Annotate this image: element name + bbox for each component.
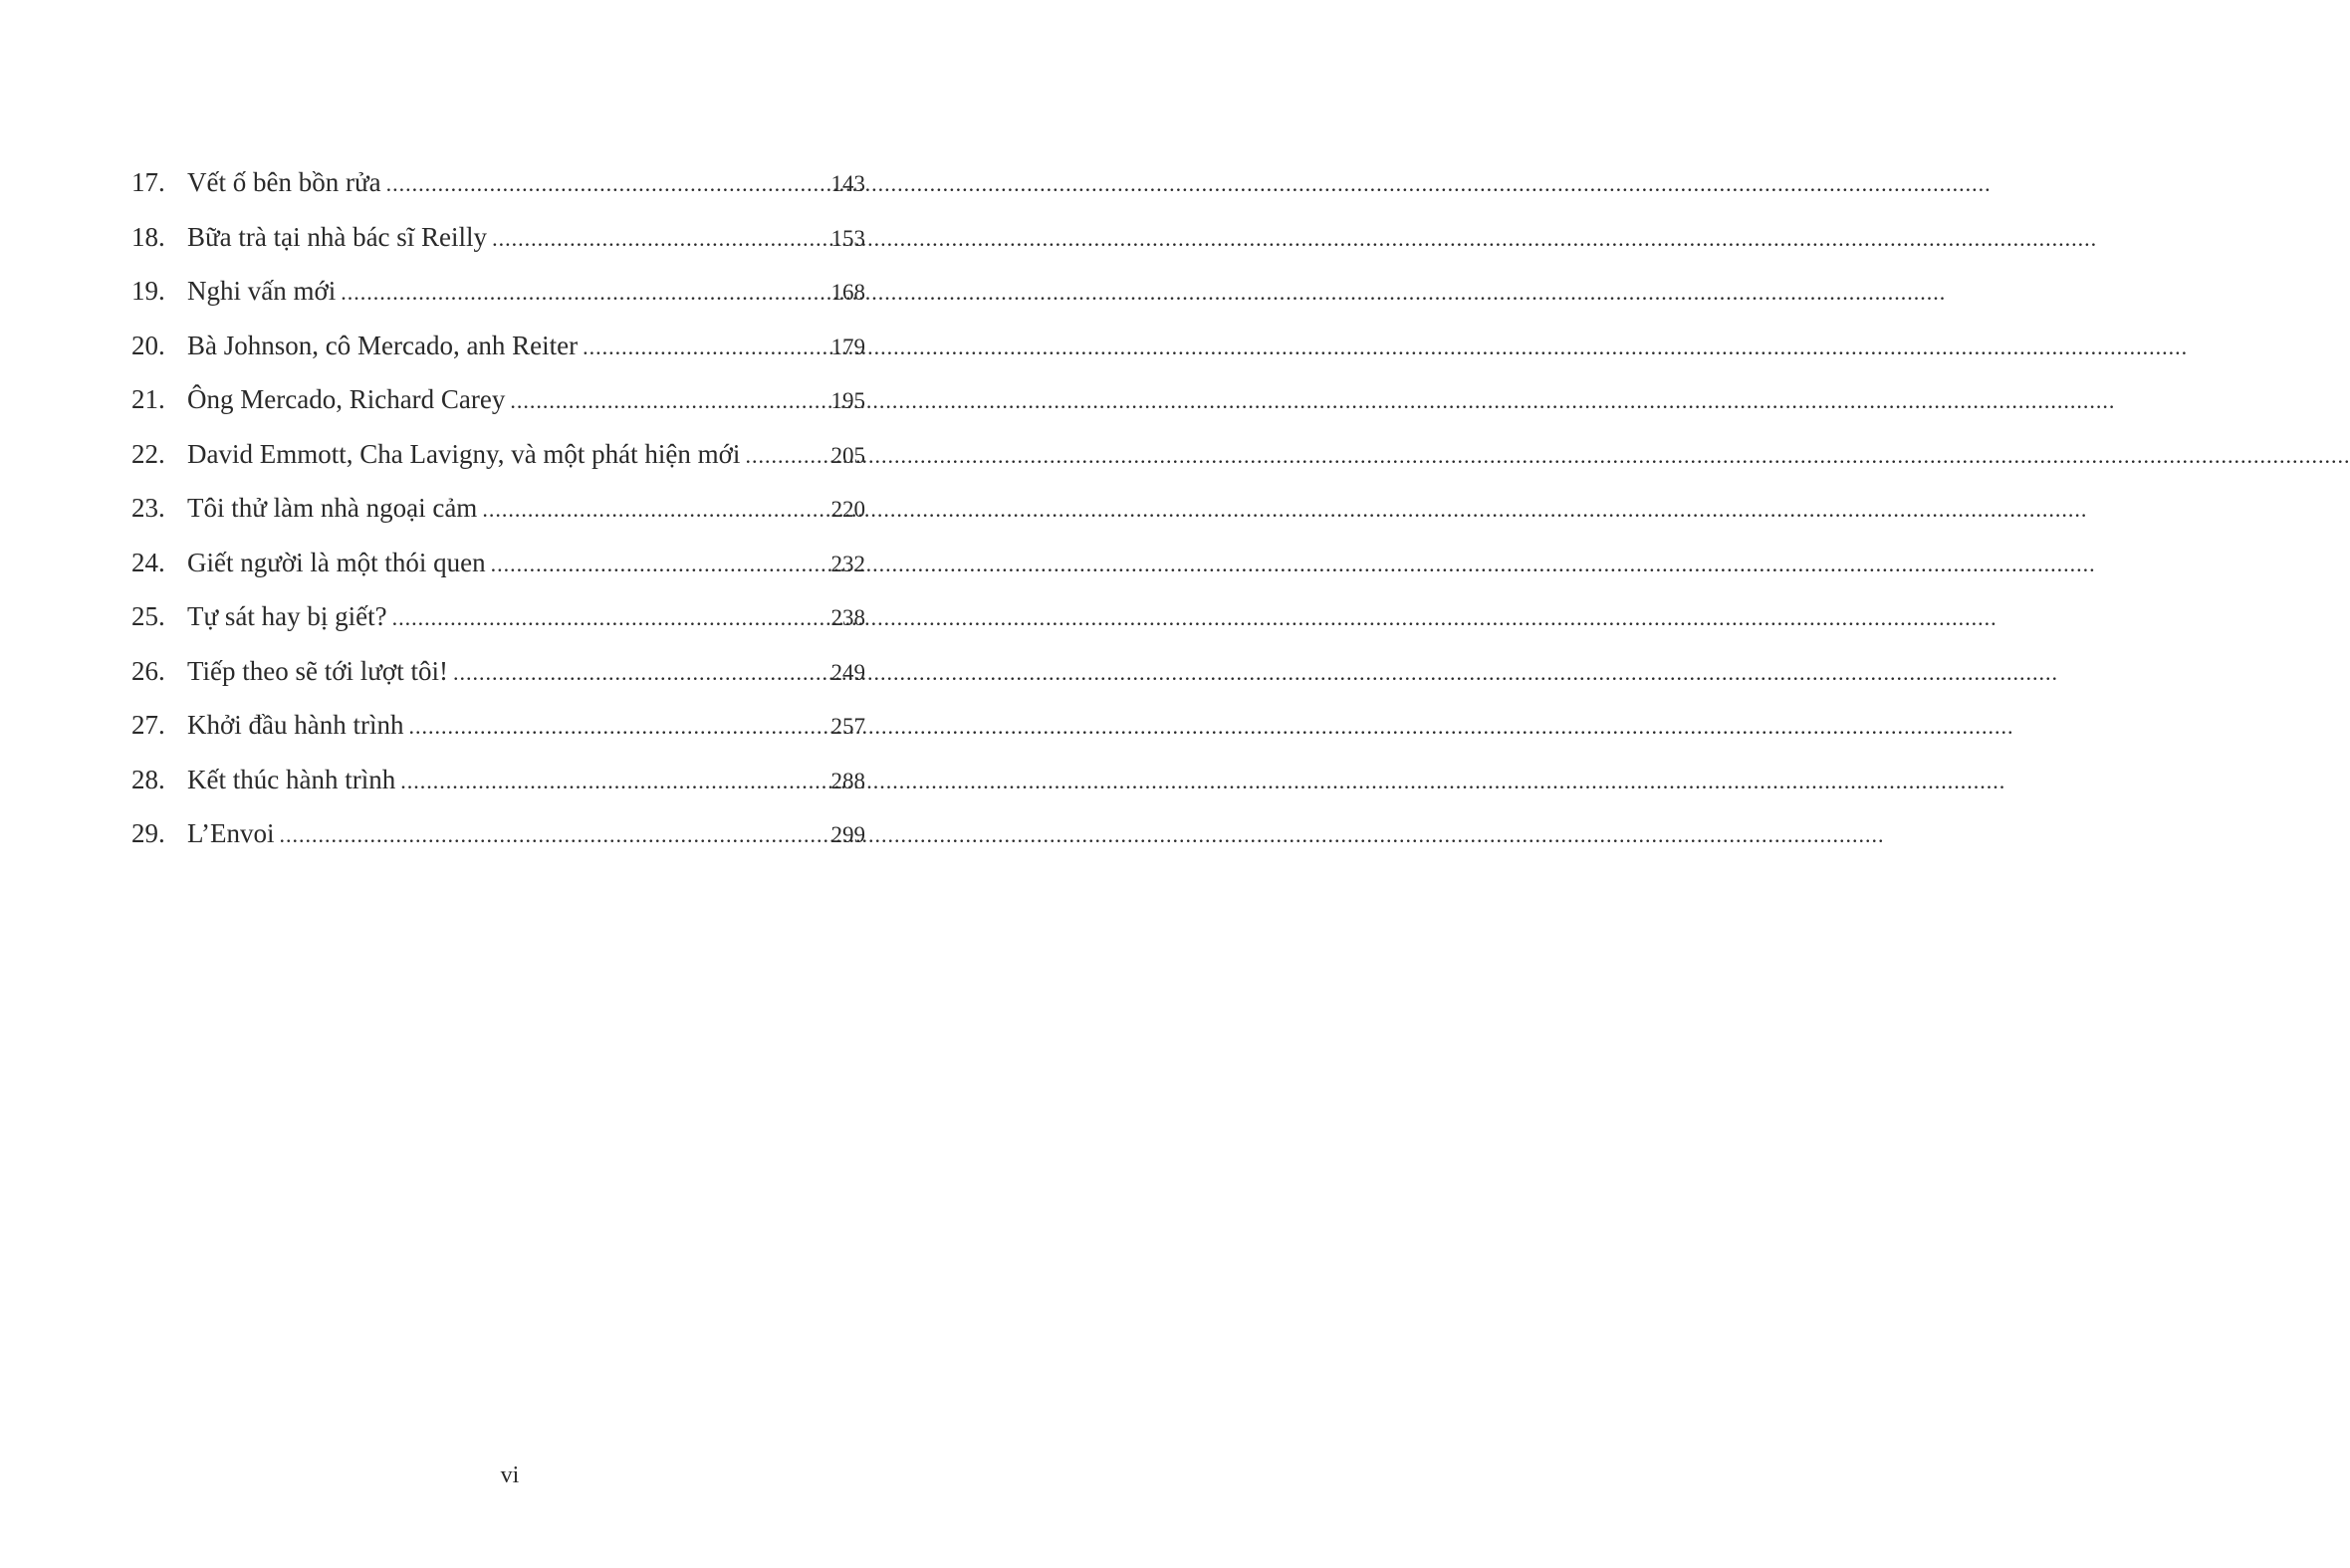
toc-entry-24[interactable] xyxy=(131,543,865,597)
toc-entry-22[interactable] xyxy=(131,434,865,489)
chapter-page-number: 179 xyxy=(830,334,865,359)
chapter-number: 27. xyxy=(131,710,165,740)
chapter-number: 21. xyxy=(131,384,165,414)
chapter-number: 28. xyxy=(131,764,165,794)
chapter-page-number: 153 xyxy=(830,225,865,251)
toc-entry-28[interactable] xyxy=(131,760,865,814)
chapter-page-number: 249 xyxy=(830,659,865,685)
chapter-number: 22. xyxy=(131,438,165,469)
chapter-page-number: 143 xyxy=(830,171,865,196)
chapter-number: 17. xyxy=(131,167,165,197)
chapter-title: L’Envoi xyxy=(187,818,275,848)
chapter-title: Tiếp theo sẽ tới lượt tôi! xyxy=(187,655,448,686)
chapter-page-number: 288 xyxy=(830,768,865,793)
chapter-page-number: 168 xyxy=(830,280,865,305)
toc-entry-19[interactable] xyxy=(131,271,865,326)
chapter-page-number: 232 xyxy=(830,551,865,576)
toc-entry-26[interactable] xyxy=(131,651,865,706)
chapter-number: 20. xyxy=(131,330,165,360)
dot-leader xyxy=(280,815,828,855)
dot-leader xyxy=(400,762,827,801)
chapter-number: 26. xyxy=(131,655,165,686)
toc-entry-17[interactable] xyxy=(131,162,865,217)
chapter-title: Khởi đầu hành trình xyxy=(187,710,404,740)
dot-leader xyxy=(492,219,827,259)
dot-leader xyxy=(583,328,827,367)
dot-leader xyxy=(386,164,828,204)
chapter-title: Ông Mercado, Richard Carey xyxy=(187,384,506,414)
chapter-title: Vết ố bên bồn rửa xyxy=(187,167,381,197)
chapter-title: Bữa trà tại nhà bác sĩ Reilly xyxy=(187,221,488,252)
dot-leader xyxy=(453,653,828,693)
chapter-title: Kết thúc hành trình xyxy=(187,764,396,794)
chapter-title: David Emmott, Cha Lavigny, và một phát hiện mới xyxy=(187,438,741,469)
toc-entry-25[interactable] xyxy=(131,596,865,651)
toc-entry-20[interactable] xyxy=(131,326,865,380)
chapter-page-number: 195 xyxy=(830,388,865,413)
dot-leader xyxy=(491,545,828,584)
chapter-number: 24. xyxy=(131,547,165,577)
chapter-title: Tôi thử làm nhà ngoại cảm xyxy=(187,493,478,523)
dot-leader xyxy=(482,490,827,530)
page-number: vi xyxy=(500,1462,520,1488)
chapter-page-number: 257 xyxy=(830,714,865,739)
table-of-contents xyxy=(131,162,865,868)
dot-leader xyxy=(745,436,827,476)
chapter-page-number: 299 xyxy=(830,822,865,847)
chapter-number: 19. xyxy=(131,276,165,306)
toc-entry-21[interactable] xyxy=(131,379,865,434)
toc-entry-18[interactable] xyxy=(131,217,865,272)
dot-leader xyxy=(409,707,828,747)
dot-leader xyxy=(341,273,827,313)
chapter-page-number: 220 xyxy=(830,497,865,522)
toc-entry-27[interactable] xyxy=(131,705,865,760)
chapter-title: Giết người là một thói quen xyxy=(187,547,486,577)
dot-leader xyxy=(392,598,828,638)
dot-leader xyxy=(510,381,827,421)
toc-entry-29[interactable] xyxy=(131,813,865,868)
chapter-number: 25. xyxy=(131,601,165,631)
chapter-number: 18. xyxy=(131,221,165,252)
chapter-page-number: 238 xyxy=(830,605,865,630)
chapter-title: Tự sát hay bị giết? xyxy=(187,601,387,631)
chapter-title: Nghi vấn mới xyxy=(187,276,337,306)
chapter-title: Bà Johnson, cô Mercado, anh Reiter xyxy=(187,330,579,360)
chapter-number: 23. xyxy=(131,493,165,523)
chapter-page-number: 205 xyxy=(830,442,865,468)
toc-entry-23[interactable] xyxy=(131,488,865,543)
chapter-number: 29. xyxy=(131,818,165,848)
